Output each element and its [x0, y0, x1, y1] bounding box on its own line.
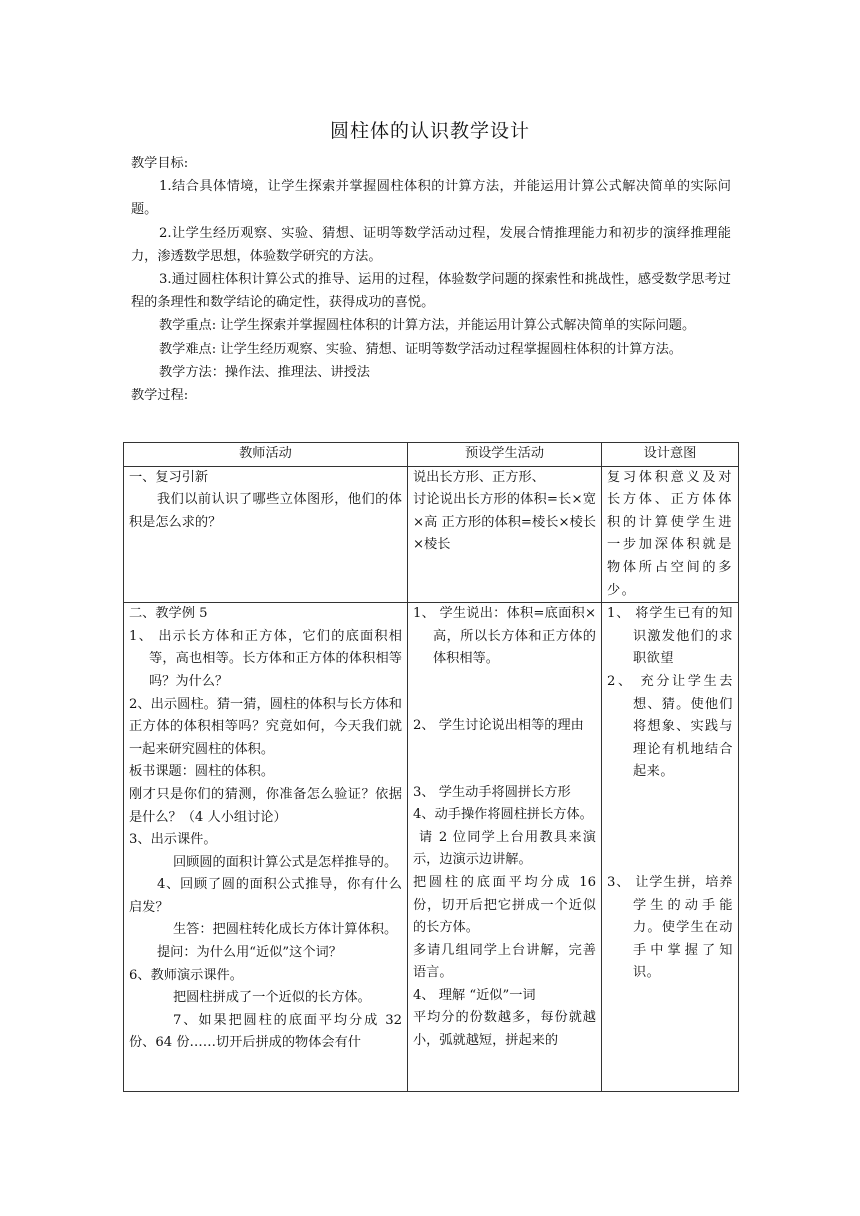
process-table: [123, 442, 739, 1092]
table-row: [124, 466, 739, 603]
teaching-method: 教学方法：操作法、推理法、讲授法: [159, 364, 370, 380]
intro-section: [131, 152, 731, 407]
intent-text: 1、 将学生已有的知识激发他们的求职欲望: [607, 606, 733, 667]
section-heading: 一、复习引新: [129, 469, 209, 485]
intent-cell: [602, 603, 739, 1092]
header-teacher: 教师活动: [124, 443, 408, 467]
teacher-text: 3、出示课件。: [129, 832, 217, 848]
teacher-cell: [124, 466, 408, 603]
objective-3: 3.通过圆柱体积计算公式的推导、运用的过程，体验数学问题的探索性和挑战性，感受数学思考过程的条理性和数学结论的确定性，获得成功的喜悦。: [131, 272, 731, 311]
student-text: 3、 学生动手将圆拼长方形: [413, 784, 571, 800]
student-text: 4、动手操作将圆柱拼长方体。: [413, 807, 593, 823]
teacher-text: 板书课题：圆柱的体积。: [129, 764, 275, 780]
objectives-label: 教学目标:: [131, 156, 189, 171]
teacher-text: 把圆柱拼成了一个近似的长方体。: [173, 990, 371, 1006]
objective-2: 2.让学生经历观察、实验、猜想、证明等数学活动过程，发展合情推理能力和初步的演绎推理能力，渗透数学思想，体验数学研究的方法。: [131, 225, 731, 264]
student-text: 平均分的份数越多，每份就越小，弧就越短，拼起来的: [413, 1010, 596, 1049]
teacher-text: 1、 出示长方体和正方体，它们的底面积相等，高也相等。长方体和正方体的体积相等吗？为什么？: [129, 628, 402, 689]
section-heading: 二、教学例 5: [129, 606, 208, 622]
teacher-text: 提问：为什么用“近似”这个词？: [157, 945, 342, 961]
intent-cell: [602, 466, 739, 603]
teacher-cell: [124, 603, 408, 1092]
table-row: [124, 603, 739, 1092]
student-text: 请 2 位同学上台用教具来演示，边演示边讲解。: [413, 829, 596, 868]
teacher-text: 生答：把圆柱转化成长方体计算体积。: [173, 922, 398, 938]
student-cell: [408, 466, 602, 603]
teacher-text: 我们以前认识了哪些立体图形，他们的体积是怎么求的？: [129, 492, 402, 530]
student-text: 讨论说出长方形的体积=长×宽×高 正方形的体积=棱长×棱长×棱长: [413, 492, 596, 553]
student-text: 2、 学生讨论说出相等的理由: [413, 717, 584, 733]
student-text: 把圆柱的底面平均分成 16 份，切开后把它拼成一个近似的长方体。: [413, 874, 596, 936]
student-text: 4、 理解 “近似”一词: [413, 987, 536, 1003]
teacher-text: 2、出示圆柱。猜一猜，圆柱的体积与长方体和正方体的体积相等吗？究竟如何，今天我们就一起来研究圆柱的体积。: [129, 696, 402, 757]
difficulty: 教学难点: 让学生经历观察、实验、猜想、证明等数学活动过程掌握圆柱体积的计算方法。: [159, 341, 682, 357]
student-text: 多请几组同学上台讲解，完善语言。: [413, 942, 596, 981]
objective-1: 1.结合具体情境，让学生探索并掌握圆柱体积的计算方法，并能运用计算公式解决简单的实际问题。: [131, 179, 731, 218]
process-label: 教学过程:: [131, 388, 189, 404]
teacher-text: 刚才只是你们的猜测，你准备怎么验证？依据是什么？（4 人小组讨论）: [129, 786, 402, 825]
key-point: 教学重点: 让学生探索并掌握圆柱体积的计算方法，并能运用计算公式解决简单的实际问题。: [159, 318, 696, 334]
teacher-text: 回顾圆的面积计算公式是怎样推导的。: [173, 854, 398, 870]
header-intent: 设计意图: [602, 443, 739, 467]
teacher-text: 6、教师演示课件。: [129, 967, 243, 983]
table-header-row: [124, 443, 739, 467]
student-text: 说出长方形、正方形、: [413, 469, 545, 485]
page-title: 圆柱体的认识教学设计: [329, 120, 530, 142]
teacher-text: 7、如果把圆柱的底面平均分成 32 份、64 份……切开后拼成的物体会有什: [129, 1012, 402, 1051]
intent-text: 复习体积意义及对长方体、正方体体积的计算使学生进一步加深体积就是物体所占空间的多少。: [607, 469, 733, 598]
header-student: 预设学生活动: [408, 443, 602, 467]
student-cell: [408, 603, 602, 1092]
teacher-text: 4、回顾了圆的面积公式推导，你有什么启发？: [129, 877, 402, 915]
intent-text: 2、 充分让学生去想、猜。使他们将想象、实践与理论有机地结合起来。: [607, 673, 733, 780]
student-text: 1、 学生说出：体积=底面积×高，所以长方体和正方体的体积相等。: [413, 606, 596, 667]
intent-text: 3、 让学生拼，培养学生的动手能力。使学生在动手中掌握了知识。: [607, 874, 733, 981]
